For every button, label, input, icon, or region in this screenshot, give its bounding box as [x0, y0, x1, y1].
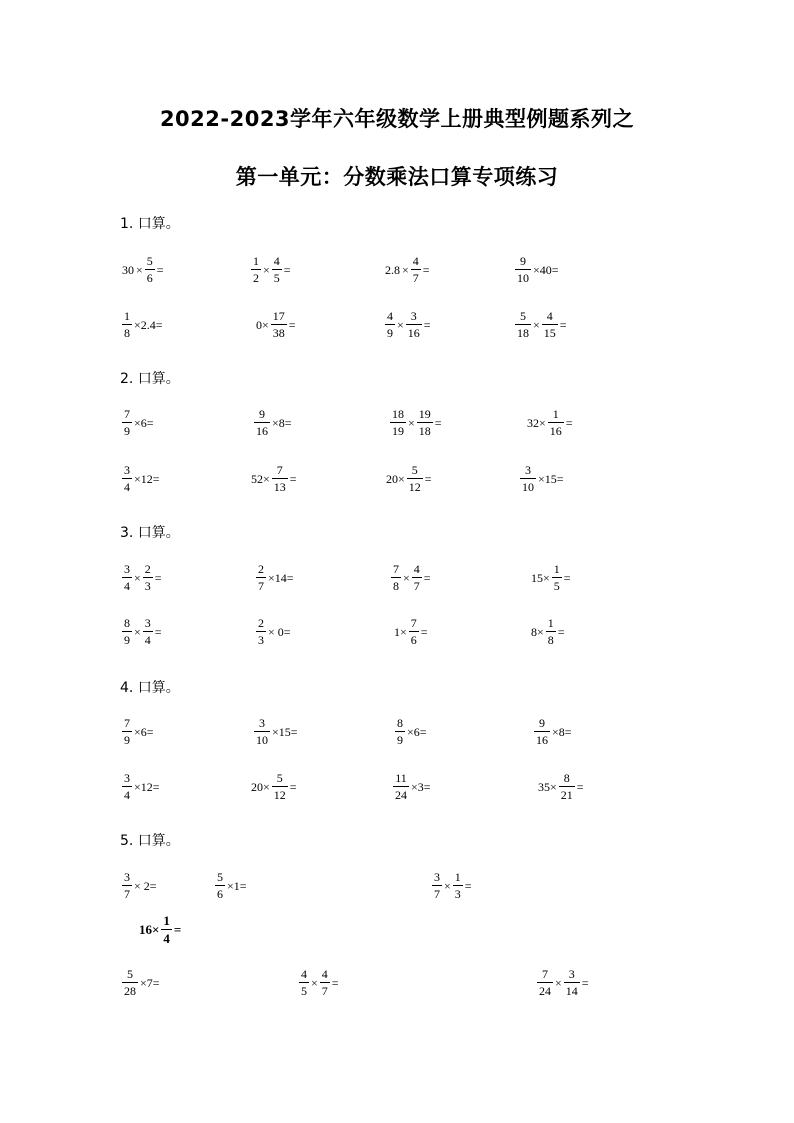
fraction-numerator: 9: [520, 254, 526, 268]
operator-text: ×6=: [407, 724, 427, 739]
fraction-denominator: 4: [163, 931, 170, 946]
fraction-numerator: 8: [397, 716, 403, 730]
fraction-numerator: 1: [553, 562, 560, 576]
fraction-denominator: 9: [124, 424, 130, 438]
fraction: [272, 464, 288, 493]
fraction: [122, 464, 132, 493]
fraction-numerator: 4: [413, 562, 420, 576]
fraction: [412, 563, 422, 592]
section-header-1: 1. 口算。: [120, 216, 180, 232]
fraction: [122, 871, 132, 900]
operator-text: ×12=: [134, 471, 160, 486]
fraction-denominator: 6: [146, 271, 153, 285]
problem-4-3: [385, 464, 433, 493]
fraction: [417, 408, 433, 437]
problem-2-3: [384, 310, 432, 339]
fraction: [515, 310, 531, 339]
problem-5-4: [530, 563, 572, 592]
problem-8-2: [250, 772, 298, 801]
fraction-numerator: 2: [258, 616, 264, 630]
fraction-denominator: 7: [124, 887, 130, 901]
fraction-denominator: 7: [412, 271, 419, 285]
fraction-numerator: 11: [395, 771, 407, 785]
problem-4-4: [519, 464, 565, 493]
fraction: [122, 617, 132, 646]
fraction: [122, 563, 132, 592]
fraction-numerator: 4: [301, 967, 307, 981]
operator-text: ×: [263, 262, 270, 277]
fraction-denominator: 3: [454, 887, 461, 901]
fraction-denominator: 4: [144, 633, 151, 647]
section-header-3: 3. 口算。: [120, 525, 180, 541]
fraction-denominator: 18: [418, 424, 431, 438]
fraction-denominator: 12: [408, 480, 421, 494]
problem-3-1: [121, 408, 155, 437]
fraction: [520, 464, 536, 493]
fraction-numerator: 5: [127, 967, 133, 981]
operator-text: =: [283, 262, 291, 277]
operator-text: ×7=: [140, 975, 160, 990]
fraction-denominator: 19: [392, 424, 404, 438]
operator-text: 32×: [527, 415, 546, 430]
operator-text: ×: [397, 317, 404, 332]
operator-text: ×: [533, 317, 540, 332]
fraction: [143, 563, 153, 592]
fraction-numerator: 4: [412, 254, 419, 268]
fraction-numerator: 7: [393, 562, 399, 576]
operator-text: =: [576, 779, 584, 794]
operator-text: =: [422, 262, 430, 277]
fraction: [391, 563, 401, 592]
problem-9-1: [121, 871, 158, 900]
fraction-numerator: 2: [258, 562, 264, 576]
fraction: [564, 968, 580, 997]
fraction-numerator: 7: [542, 967, 548, 981]
fraction-numerator: 4: [387, 309, 393, 323]
fraction-numerator: 1: [552, 407, 559, 421]
operator-text: =: [424, 471, 432, 486]
operator-text: =: [154, 570, 162, 585]
fraction-denominator: 28: [124, 984, 136, 998]
fraction-numerator: 1: [124, 309, 130, 323]
fraction: [271, 310, 287, 339]
operator-text: 16×: [139, 922, 160, 937]
fraction-denominator: 16: [407, 326, 420, 340]
fraction-denominator: 7: [321, 984, 328, 998]
operator-text: ×40=: [533, 262, 559, 277]
fraction-numerator: 5: [276, 771, 283, 785]
problem-11-2: [298, 968, 340, 997]
operator-text: ×: [555, 975, 562, 990]
problem-5-2: [255, 563, 295, 592]
operator-text: =: [557, 624, 565, 639]
operator-text: ×6=: [134, 724, 154, 739]
operator-text: × 0=: [268, 624, 291, 639]
fraction-numerator: 5: [217, 870, 223, 884]
operator-text: ×3=: [411, 779, 431, 794]
fraction-numerator: 3: [525, 463, 531, 477]
fraction: [122, 310, 132, 339]
fraction: [122, 717, 132, 746]
fraction-numerator: 4: [273, 254, 280, 268]
section-header-2: 2. 口算。: [120, 371, 180, 387]
problem-1-2: [250, 255, 292, 284]
problem-1-3: [384, 255, 431, 284]
fraction: [409, 617, 419, 646]
fraction-denominator: 9: [397, 733, 403, 747]
fraction: [407, 464, 423, 493]
fraction-numerator: 4: [321, 967, 328, 981]
fraction-denominator: 18: [517, 326, 529, 340]
fraction-denominator: 21: [560, 788, 573, 802]
fraction: [552, 563, 562, 592]
fraction-numerator: 3: [434, 870, 440, 884]
fraction-numerator: 1: [547, 616, 554, 630]
fraction-numerator: 9: [539, 716, 545, 730]
fraction-denominator: 3: [258, 633, 264, 647]
problem-11-3: [536, 968, 590, 997]
fraction-denominator: 7: [413, 579, 420, 593]
fraction: [395, 717, 405, 746]
operator-text: =: [289, 471, 297, 486]
problem-3-4: [526, 408, 574, 437]
operator-text: =: [423, 317, 431, 332]
fraction: [537, 968, 553, 997]
fraction-denominator: 7: [434, 887, 440, 901]
problem-10-1: [138, 914, 182, 945]
operator-text: =: [156, 262, 164, 277]
fraction-numerator: 3: [124, 870, 130, 884]
fraction-numerator: 3: [124, 771, 130, 785]
fraction-denominator: 2: [253, 271, 259, 285]
fraction: [534, 717, 550, 746]
fraction-numerator: 5: [520, 309, 526, 323]
fraction: [546, 617, 556, 646]
operator-text: ×: [136, 262, 143, 277]
fraction-numerator: 3: [259, 716, 265, 730]
operator-text: =: [563, 570, 571, 585]
operator-text: =: [288, 317, 296, 332]
fraction-denominator: 13: [273, 480, 286, 494]
fraction-denominator: 7: [258, 579, 264, 593]
fraction-denominator: 15: [543, 326, 556, 340]
fraction-denominator: 16: [536, 733, 548, 747]
operator-text: ×: [134, 624, 141, 639]
fraction-denominator: 4: [124, 480, 130, 494]
fraction: [453, 871, 463, 900]
operator-text: ×: [408, 415, 415, 430]
problem-6-2: [255, 617, 292, 646]
fraction: [272, 772, 288, 801]
operator-text: 0×: [256, 317, 269, 332]
problem-9-3: [431, 871, 473, 900]
operator-text: 20×: [386, 471, 405, 486]
fraction: [548, 408, 564, 437]
fraction-numerator: 3: [124, 463, 130, 477]
operator-text: ×12=: [134, 779, 160, 794]
fraction: [432, 871, 442, 900]
fraction-numerator: 3: [124, 562, 130, 576]
operator-text: =: [559, 317, 567, 332]
fraction-denominator: 6: [410, 633, 417, 647]
operator-text: =: [434, 415, 442, 430]
operator-text: 30: [122, 262, 134, 277]
fraction: [254, 408, 270, 437]
problem-8-4: [537, 772, 585, 801]
fraction-denominator: 38: [272, 326, 285, 340]
operator-text: =: [581, 975, 589, 990]
fraction-numerator: 1: [454, 870, 461, 884]
fraction-denominator: 14: [565, 984, 578, 998]
operator-text: ×: [134, 570, 141, 585]
fraction-numerator: 7: [124, 407, 130, 421]
operator-text: ×: [311, 975, 318, 990]
fraction-denominator: 10: [517, 271, 529, 285]
operator-text: ×: [444, 878, 451, 893]
fraction: [385, 310, 395, 339]
fraction-denominator: 5: [273, 271, 280, 285]
fraction: [143, 617, 153, 646]
fraction-denominator: 9: [387, 326, 393, 340]
fraction-denominator: 16: [549, 424, 562, 438]
fraction-numerator: 1: [163, 913, 170, 928]
fraction-numerator: 2: [144, 562, 151, 576]
fraction: [542, 310, 558, 339]
fraction-numerator: 7: [276, 463, 283, 477]
fraction-denominator: 10: [522, 480, 534, 494]
fraction-denominator: 9: [124, 733, 130, 747]
problem-6-1: [121, 617, 163, 646]
problem-7-1: [121, 717, 155, 746]
problem-9-2: [214, 871, 248, 900]
fraction-denominator: 4: [124, 579, 130, 593]
operator-text: ×: [402, 262, 409, 277]
fraction-denominator: 8: [547, 633, 554, 647]
fraction-numerator: 5: [146, 254, 153, 268]
problem-8-1: [121, 772, 161, 801]
fraction-denominator: 9: [124, 633, 130, 647]
fraction-numerator: 3: [144, 616, 151, 630]
section-header-4: 4. 口算。: [120, 680, 180, 696]
problem-11-1: [121, 968, 161, 997]
operator-text: ×2.4=: [134, 317, 163, 332]
operator-text: × 2=: [134, 878, 157, 893]
fraction-numerator: 18: [392, 407, 404, 421]
fraction-denominator: 8: [124, 326, 130, 340]
operator-text: ×15=: [272, 724, 298, 739]
operator-text: =: [423, 570, 431, 585]
problem-6-4: [530, 617, 566, 646]
fraction: [390, 408, 406, 437]
fraction: [515, 255, 531, 284]
operator-text: ×1=: [227, 878, 247, 893]
problem-4-1: [121, 464, 161, 493]
problem-6-3: [393, 617, 429, 646]
operator-text: =: [154, 624, 162, 639]
operator-text: ×8=: [552, 724, 572, 739]
problem-7-2: [253, 717, 299, 746]
operator-text: =: [420, 624, 428, 639]
fraction-denominator: 5: [301, 984, 307, 998]
page-title-line1: 2022-2023学年六年级数学上册典型例题系列之: [159, 107, 635, 131]
problem-5-3: [390, 563, 432, 592]
problem-2-1: [121, 310, 164, 339]
operator-text: ×8=: [272, 415, 292, 430]
problem-2-2: [255, 310, 297, 339]
fraction: [254, 717, 270, 746]
problem-8-3: [392, 772, 432, 801]
fraction: [299, 968, 309, 997]
fraction: [122, 968, 138, 997]
operator-text: 15×: [531, 570, 550, 585]
fraction: [251, 255, 261, 284]
problem-4-2: [250, 464, 298, 493]
problem-2-4: [514, 310, 568, 339]
operator-text: =: [173, 922, 182, 937]
operator-text: 8×: [531, 624, 544, 639]
fraction: [320, 968, 330, 997]
problem-1-4: [514, 255, 560, 284]
fraction: [215, 871, 225, 900]
problem-5-1: [121, 563, 163, 592]
operator-text: =: [289, 779, 297, 794]
fraction: [256, 563, 266, 592]
fraction-numerator: 8: [124, 616, 130, 630]
operator-text: ×15=: [538, 471, 564, 486]
fraction-numerator: 9: [259, 407, 265, 421]
fraction-denominator: 10: [256, 733, 268, 747]
fraction-denominator: 5: [553, 579, 560, 593]
fraction: [272, 255, 282, 284]
fraction-numerator: 3: [410, 309, 417, 323]
operator-text: 35×: [538, 779, 557, 794]
fraction-denominator: 4: [124, 788, 130, 802]
fraction: [559, 772, 575, 801]
problem-1-1: [121, 255, 165, 284]
fraction: [393, 772, 409, 801]
fraction-numerator: 7: [410, 616, 417, 630]
fraction-denominator: 16: [256, 424, 268, 438]
operator-text: ×14=: [268, 570, 294, 585]
fraction-numerator: 1: [253, 254, 259, 268]
page-title-line2: 第一单元：分数乘法口算专项练习: [235, 165, 559, 189]
fraction-numerator: 5: [411, 463, 418, 477]
fraction: [406, 310, 422, 339]
fraction: [122, 408, 132, 437]
fraction: [122, 772, 132, 801]
operator-text: ×6=: [134, 415, 154, 430]
operator-text: 20×: [251, 779, 270, 794]
fraction-denominator: 8: [393, 579, 399, 593]
problem-7-4: [533, 717, 573, 746]
section-header-5: 5. 口算。: [120, 833, 180, 849]
fraction-numerator: 7: [124, 716, 130, 730]
fraction-denominator: 6: [217, 887, 223, 901]
problem-3-2: [253, 408, 293, 437]
fraction-numerator: 4: [546, 309, 553, 323]
fraction-numerator: 19: [418, 407, 431, 421]
operator-text: =: [464, 878, 472, 893]
operator-text: =: [331, 975, 339, 990]
fraction-denominator: 24: [539, 984, 551, 998]
fraction-denominator: 12: [273, 788, 286, 802]
operator-text: =: [565, 415, 573, 430]
fraction-denominator: 3: [144, 579, 151, 593]
operator-text: 52×: [251, 471, 270, 486]
problem-3-3: [389, 408, 443, 437]
fraction: [145, 255, 155, 284]
problem-7-3: [394, 717, 428, 746]
operator-text: ×: [403, 570, 410, 585]
operator-text: 2.8: [385, 262, 400, 277]
fraction-denominator: 24: [395, 788, 407, 802]
fraction-numerator: 8: [563, 771, 570, 785]
fraction-numerator: 3: [568, 967, 575, 981]
operator-text: 1×: [394, 624, 407, 639]
fraction: [411, 255, 421, 284]
fraction: [161, 914, 172, 945]
fraction-numerator: 17: [272, 309, 285, 323]
fraction: [256, 617, 266, 646]
